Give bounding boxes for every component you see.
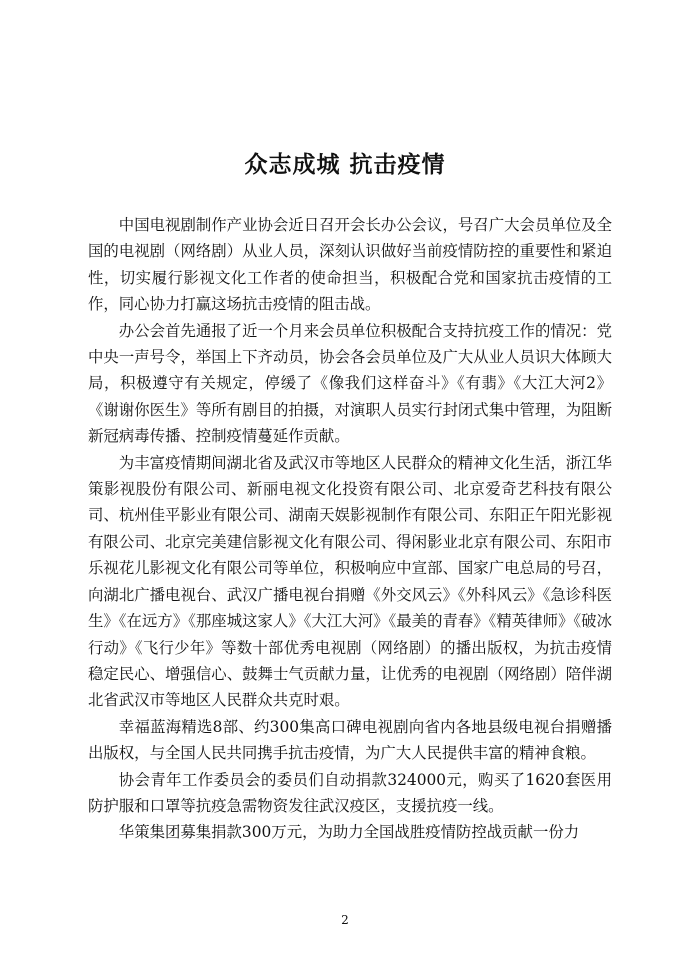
- paragraph-5: 协会青年工作委员会的委员们自动捐款324000元，购买了1620套医用防护服和口罩等抗疫急需物资发往武汉疫区，支援抗疫一线。: [88, 770, 612, 815]
- paragraph-3: 为丰富疫情期间湖北省及武汉市等地区人民群众的精神文化生活，浙江华策影视股份有限公司、新丽电视文化投资有限公司、北京爱奇艺科技有限公司、杭州佳平影业有限公司、湖南天娱影视制作有限公司、东阳正午阳光影视有限公司、北京完美建信影视文化有限公司、得闲影业北京有限公司、东阳市乐视花儿影视文化有限公司等单位，积极响应中宣部、国家广电总局的号召，向湖北广播电视台、武汉广播电视台捐赠《外交风云》《外科风云》《急诊科医生》《在远方》《那座城这家人》《大江大河》《最美的青春》《精英律师》《破冰行动》《飞行少年》等数十部优秀电视剧（网络剧）的播出版权，为抗击疫情稳定民心、增强信心、鼓舞士气贡献力量，让优秀的电视剧（网络剧）陪伴湖北省武汉市等地区人民群众共克时艰。: [88, 453, 612, 710]
- document-body: [88, 212, 612, 846]
- document-title: 众志成城 抗击疫情: [244, 151, 446, 178]
- paragraph-2: 办公会首先通报了近一个月来会员单位积极配合支持抗疫工作的情况：党中央一声号令，举国上下齐动员，协会各会员单位及广大从业人员识大体顾大局，积极遵守有关规定，停缓了《像我们这样奋斗》《有翡》《大江大河2》《谢谢你医生》等所有剧目的拍摄，对演职人员实行封闭式集中管理，为阻断新冠病毒传播、控制疫情蔓延作贡献。: [88, 321, 612, 446]
- paragraph-4: 幸福蓝海精选8部、约300集高口碑电视剧向省内各地县级电视台捐赠播出版权，与全国人民共同携手抗击疫情，为广大人民提供丰富的精神食粮。: [88, 717, 612, 763]
- paragraph-6: 华策集团募集捐款300万元，为助力全国战胜疫情防控战贡献一份力: [118, 823, 580, 842]
- paragraph-1: 中国电视剧制作产业协会近日召开会长办公会议，号召广大会员单位及全国的电视剧（网络剧）从业人员，深刻认识做好当前疫情防控的重要性和紧迫性，切实履行影视文化工作者的使命担当，积极配合党和国家抗击疫情的工作，同心协力打赢这场抗击疫情的阻击战。: [88, 216, 612, 314]
- page-number: 2: [341, 913, 349, 927]
